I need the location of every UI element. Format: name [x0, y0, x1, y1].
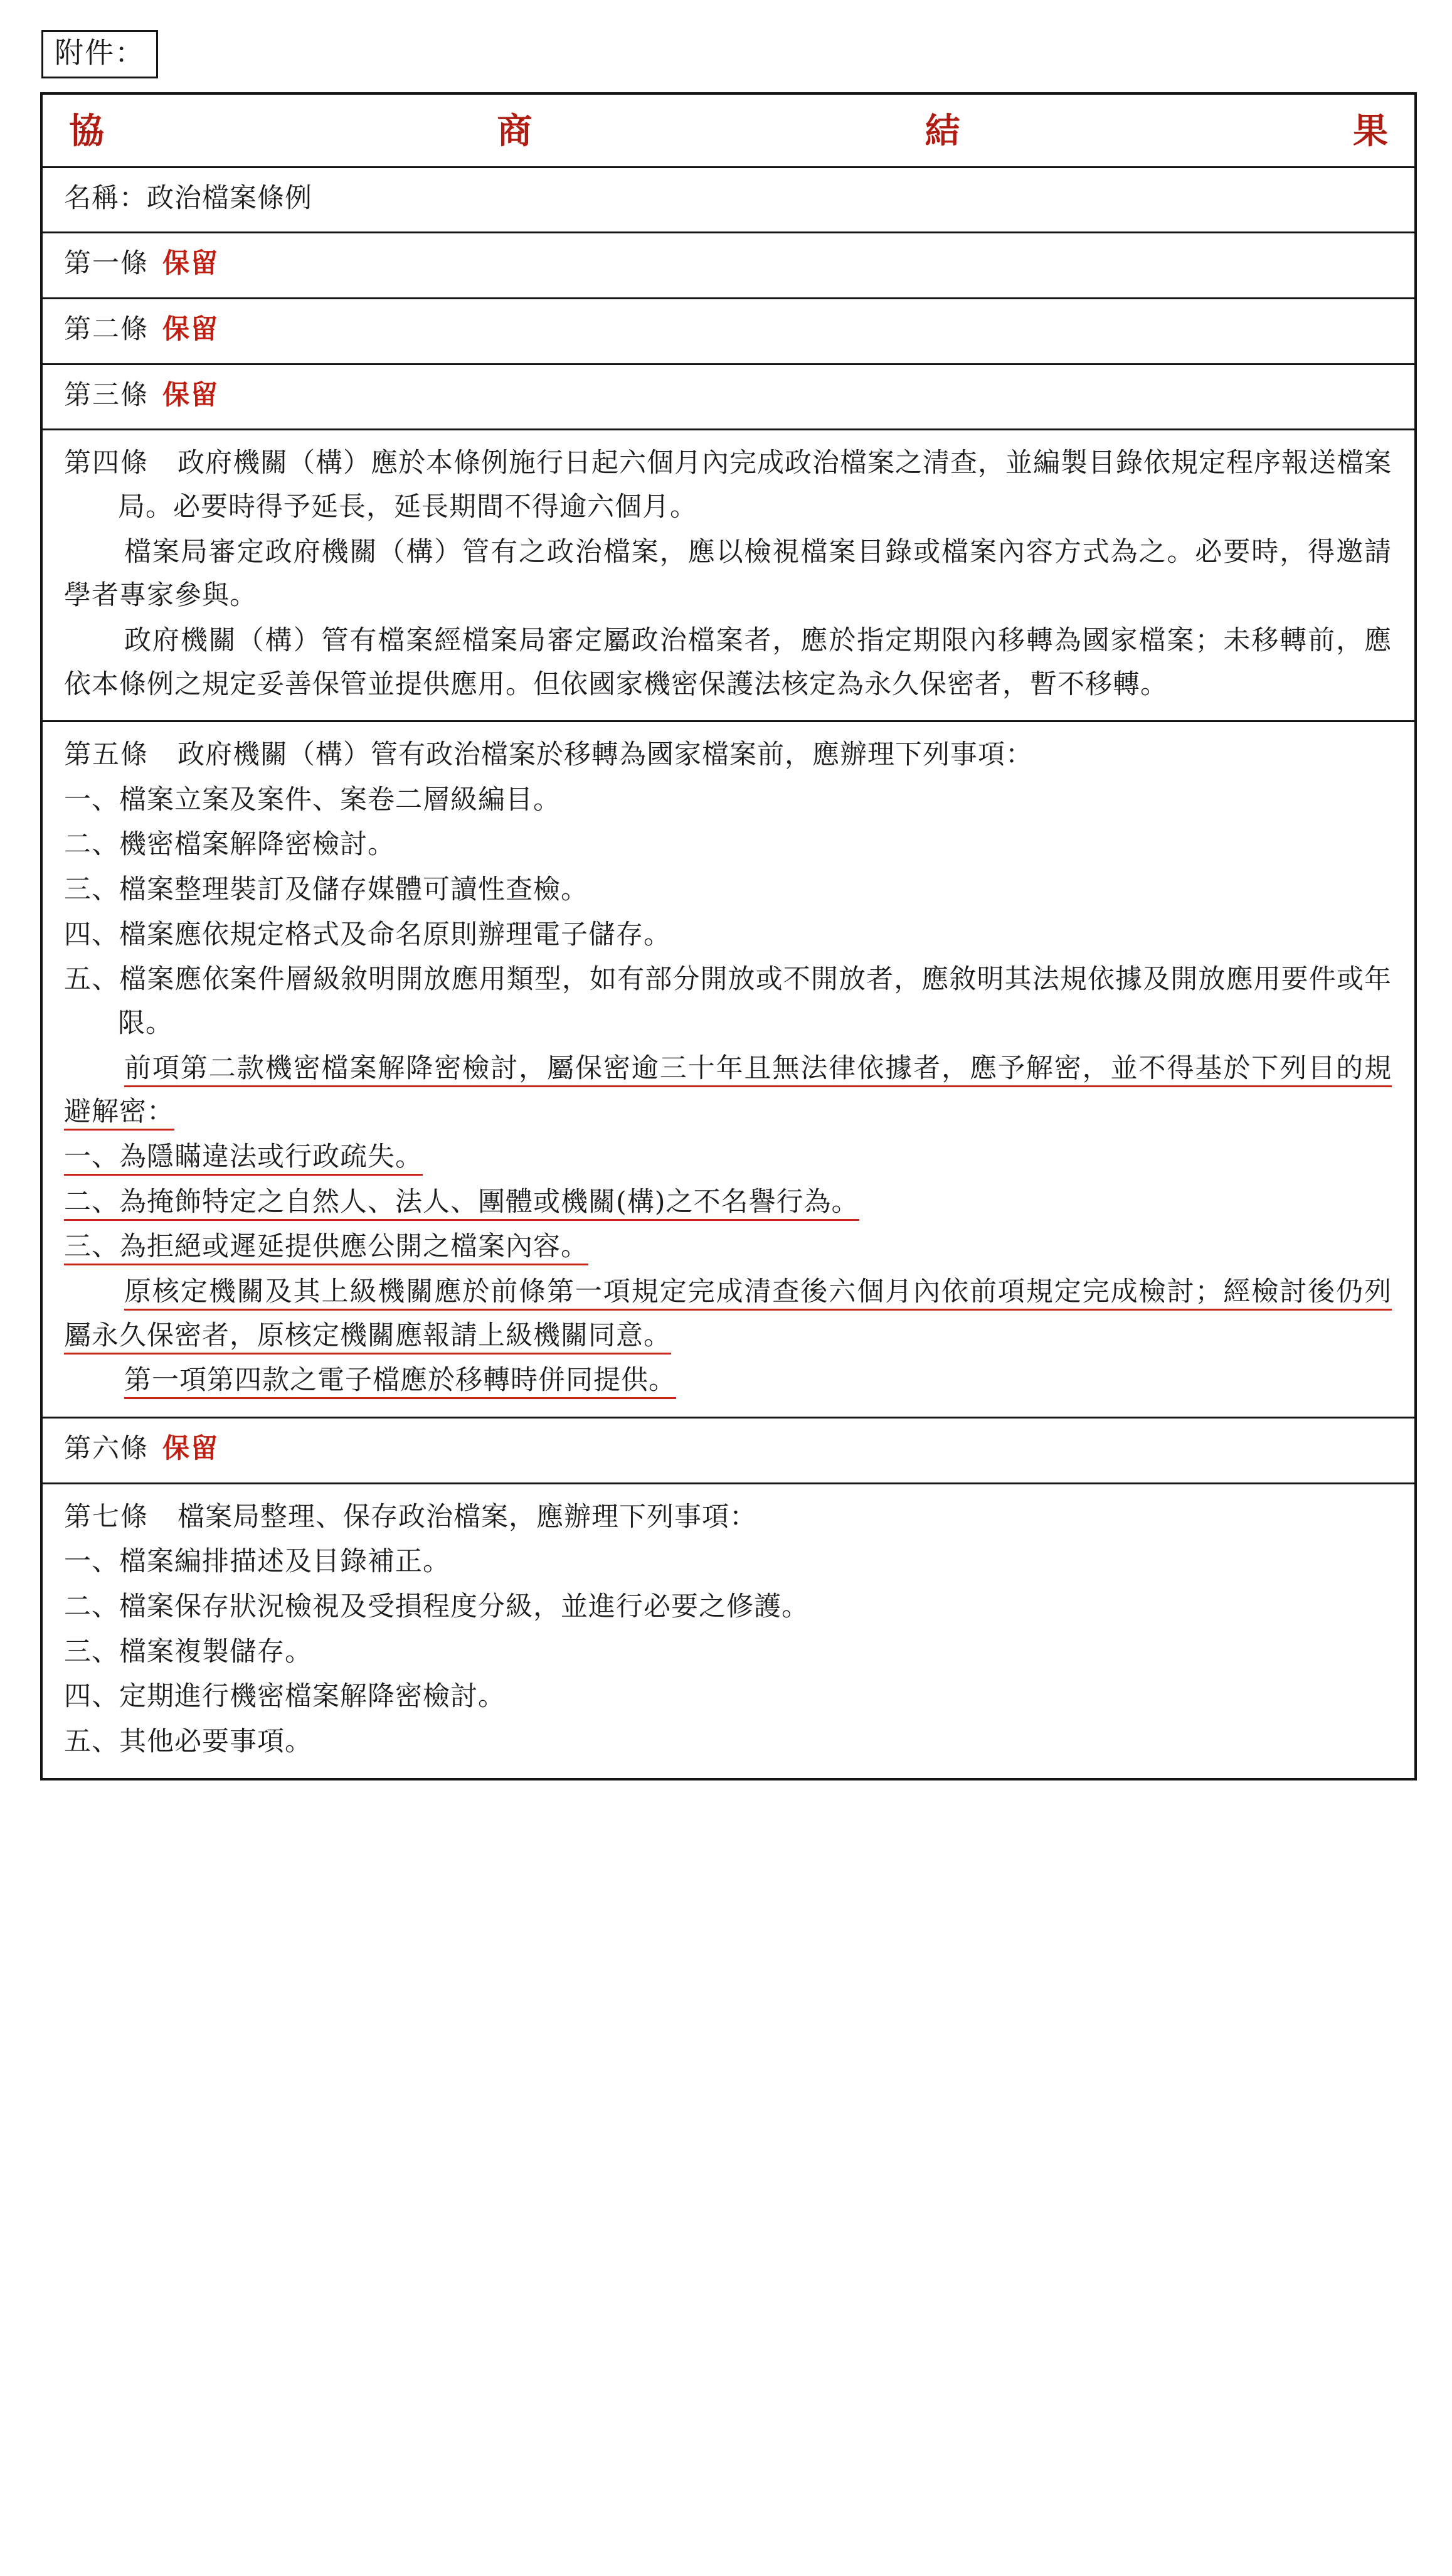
article-5-item-1: 一、檔案立案及案件、案卷二層級編目。 [64, 784, 561, 816]
article-5-sub-3 [64, 1225, 1392, 1269]
article-5-sub-2 [64, 1181, 1392, 1225]
article-7-para-1-text: 檔案局整理、保存政治檔案，應辦理下列事項： [178, 1501, 757, 1533]
article-5-sub-1-text: 一、為隱瞞違法或行政疏失。 [64, 1141, 423, 1176]
article-5-sub-2-text: 二、為掩飾特定之自然人、法人、團體或機關(構)之不名譽行為。 [64, 1186, 859, 1221]
table-row [41, 721, 1416, 1418]
article-4-para-2: 檔案局審定政府機關（構）管有之政治檔案，應以檢視檔案目錄或檔案內容方式為之。必要時，得邀請學者專家參與。 [64, 536, 1392, 612]
article-5-item-3: 三、檔案整理裝訂及儲存媒體可讀性查檢。 [64, 874, 588, 906]
article-5-para-4 [64, 1359, 1392, 1403]
article-3-label: 第三條 [64, 379, 149, 411]
article-6-label: 第六條 [64, 1433, 149, 1464]
article-7-label: 第七條 [64, 1501, 149, 1533]
article-5-para-3 [64, 1270, 1392, 1358]
article-5-item-4: 四、檔案應依規定格式及命名原則辦理電子儲存。 [64, 918, 671, 950]
article-5-para-1 [64, 733, 1392, 777]
article-5-para-3-text: 原核定機關及其上級機關應於前條第一項規定完成清查後六個月內依前項規定完成檢討；經檢討後仍列屬永久保密者，原核定機關應報請上級機關同意。 [64, 1276, 1392, 1355]
title-char-4: 果 [1352, 110, 1388, 152]
article-5-para-4-text: 第一項第四款之電子檔應於移轉時併同提供。 [124, 1365, 676, 1399]
article-7-item-3: 三、檔案複製儲存。 [64, 1636, 312, 1668]
article-5-label: 第五條 [64, 739, 149, 771]
title-char-1: 協 [69, 110, 104, 152]
article-7-item-5: 五、其他必要事項。 [64, 1725, 312, 1757]
table-row [41, 364, 1416, 430]
article-5-para-2 [64, 1047, 1392, 1134]
law-name: 名稱：政治檔案條例 [64, 182, 312, 214]
page-title [43, 95, 1414, 166]
article-7-para-1 [64, 1496, 1392, 1540]
article-5-para-1-text: 政府機關（構）管有政治檔案於移轉為國家檔案前，應辦理下列事項： [178, 739, 1033, 771]
article-4-para-1-text: 政府機關（構）應於本條例施行日起六個月內完成政治檔案之清查，並編製目錄依規定程序報送檔案局。必要時得予延長，延長期間不得逾六個月。 [118, 447, 1392, 523]
article-4-para-3: 政府機關（構）管有檔案經檔案局審定屬政治檔案者，應於指定期限內移轉為國家檔案；未移轉前，應依本條例之規定妥善保管並提供應用。但依國家機密保護法核定為永久保密者，暫不移轉。 [64, 624, 1392, 700]
table-row [41, 167, 1416, 233]
table-row [41, 1483, 1416, 1779]
title-char-3: 結 [925, 110, 960, 152]
article-5-item-2: 二、機密檔案解降密檢討。 [64, 829, 395, 861]
article-5-sub-1 [64, 1136, 1392, 1179]
table-row [41, 1418, 1416, 1484]
article-5-para-2-text: 前項第二款機密檔案解降密檢討，屬保密逾三十年且無法律依據者，應予解密，並不得基於下列目的規避解密： [64, 1053, 1392, 1131]
table-row [41, 298, 1416, 364]
article-2-label: 第二條 [64, 313, 149, 345]
table-row [41, 233, 1416, 299]
article-5-item-5: 五、檔案應依案件層級敘明開放應用類型，如有部分開放或不開放者，應敘明其法規依據及開放應用要件或年限。 [64, 964, 1392, 1040]
table-title-row [41, 93, 1416, 168]
title-char-2: 商 [497, 110, 533, 152]
article-5-sub-3-text: 三、為拒絕或遲延提供應公開之檔案內容。 [64, 1231, 588, 1265]
article-7-item-2: 二、檔案保存狀況檢視及受損程度分級，並進行必要之修護。 [64, 1590, 809, 1622]
article-3-status: 保留 [162, 379, 219, 411]
attachment-label: 附件： [41, 30, 158, 78]
article-7-item-4: 四、定期進行機密檔案解降密檢討。 [64, 1681, 506, 1713]
negotiation-result-table [40, 92, 1417, 1780]
article-1-label: 第一條 [64, 248, 149, 280]
table-row [41, 430, 1416, 721]
article-4-label: 第四條 [64, 447, 149, 479]
article-6-status: 保留 [162, 1433, 219, 1464]
article-1-status: 保留 [162, 248, 219, 280]
article-4-para-1 [64, 442, 1392, 529]
article-7-item-1: 一、檔案編排描述及目錄補正。 [64, 1546, 450, 1578]
article-2-status: 保留 [162, 313, 219, 345]
